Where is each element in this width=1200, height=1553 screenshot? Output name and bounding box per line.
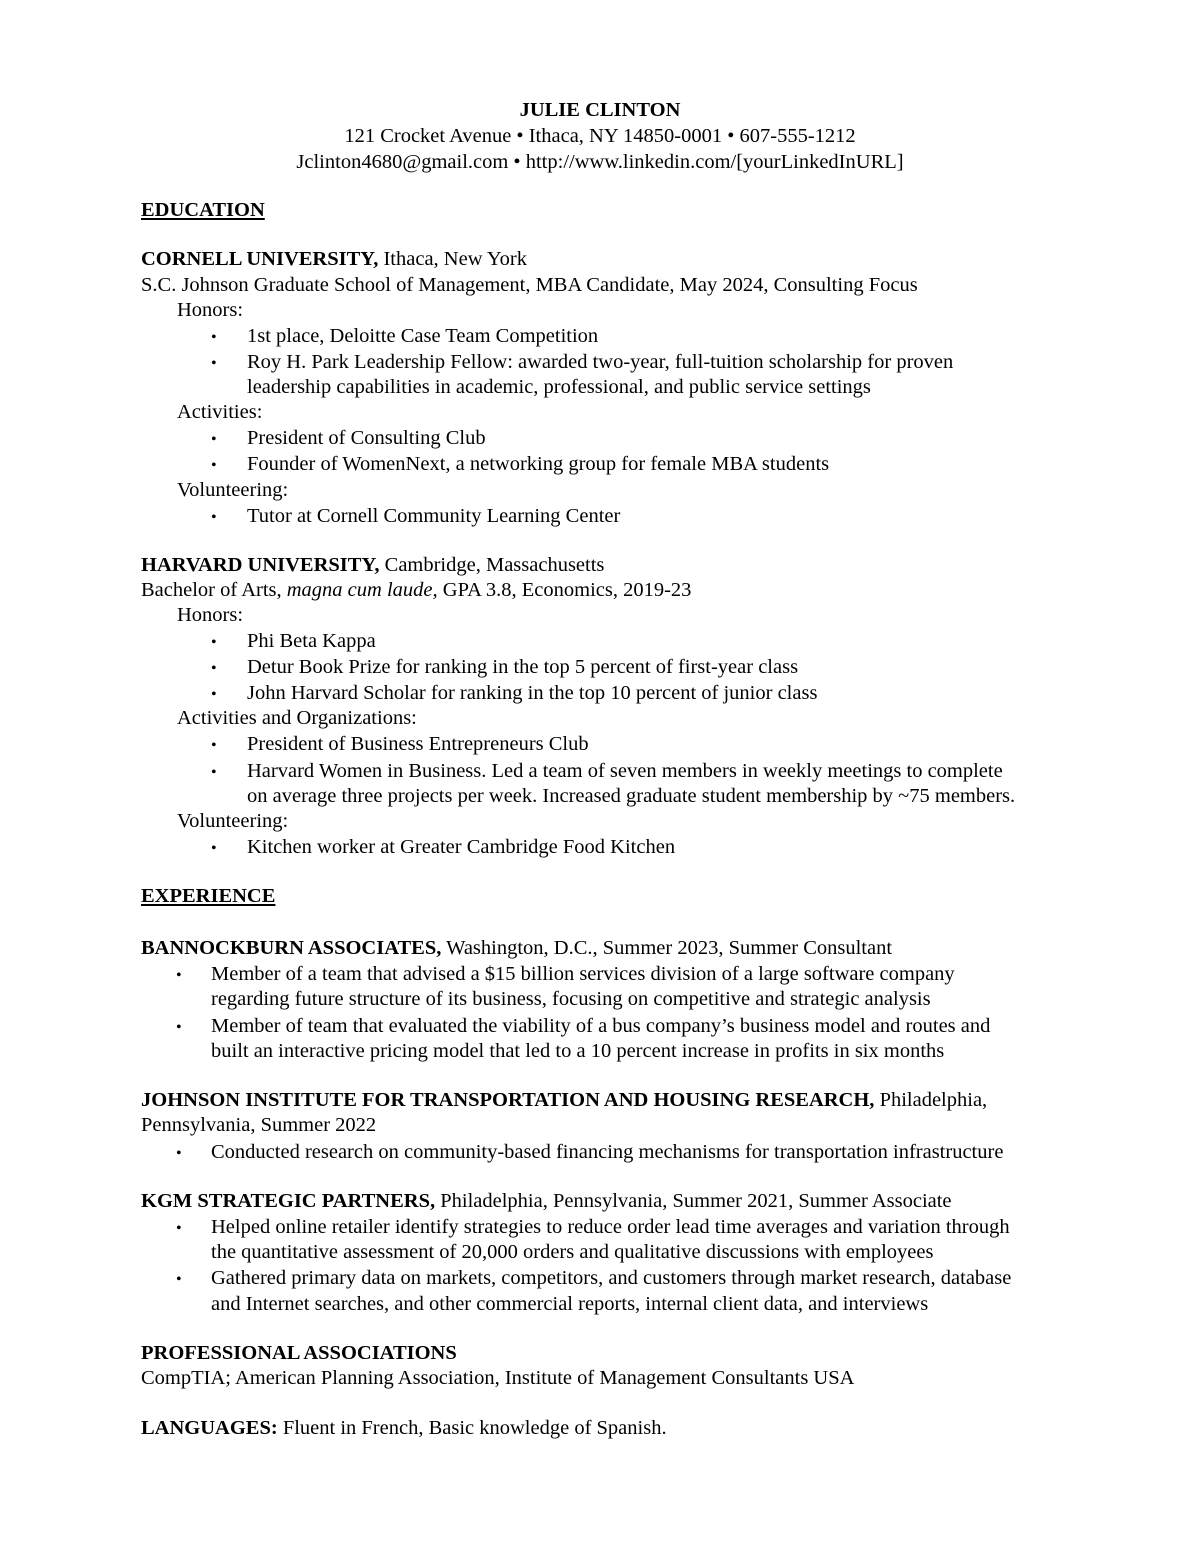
bullet-icon: • [211, 840, 217, 857]
list-item: President of Business Entrepreneurs Club [247, 733, 589, 755]
cornell-name: CORNELL UNIVERSITY, [141, 248, 379, 270]
list-item-continuation: built an interactive pricing model that led to a 10 percent increase in profits in six months [211, 1040, 945, 1062]
resume-header [0, 97, 1200, 175]
cornell-location: Ithaca, New York [378, 248, 527, 270]
bullet-icon: • [211, 431, 217, 448]
bullet-icon: • [176, 1271, 182, 1288]
list-item: Kitchen worker at Greater Cambridge Food Kitchen [247, 836, 676, 858]
harvard-volunteering-label: Volunteering: [177, 810, 289, 832]
candidate-name: JULIE CLINTON [519, 99, 681, 121]
harvard-location: Cambridge, Massachusetts [379, 554, 605, 576]
harvard-honors-label: Honors: [177, 604, 244, 626]
employer-details-continued: Pennsylvania, Summer 2022 [141, 1114, 377, 1136]
degree-details: GPA 3.8, Economics, 2019-23 [437, 579, 692, 601]
bullet-icon: • [211, 660, 217, 677]
languages-label: LANGUAGES: [141, 1417, 278, 1439]
list-item: President of Consulting Club [247, 427, 486, 449]
bullet-icon: • [211, 634, 217, 651]
education-heading: EDUCATION [141, 199, 265, 221]
address-line: 121 Crocket Avenue • Ithaca, NY 14850-0001 • 607-555-1212 [344, 125, 856, 147]
bullet-icon: • [211, 457, 217, 474]
cornell-program: S.C. Johnson Graduate School of Management, MBA Candidate, May 2024, Consulting Focus [141, 274, 918, 296]
bullet-icon: • [211, 355, 217, 372]
kgm-heading [141, 1189, 952, 1215]
list-item: Member of a team that advised a $15 billion services division of a large software company [211, 963, 955, 985]
bullet-icon: • [211, 509, 217, 526]
list-item: 1st place, Deloitte Case Team Competition [247, 325, 599, 347]
bullet-icon: • [176, 1220, 182, 1237]
harvard-activities-label: Activities and Organizations: [177, 707, 417, 729]
cornell-honors-label: Honors: [177, 299, 244, 321]
bullet-icon: • [176, 1019, 182, 1036]
cornell-activities-label: Activities: [177, 401, 263, 423]
list-item: Harvard Women in Business. Led a team of seven members in weekly meetings to complete [247, 760, 1003, 782]
bullet-icon: • [176, 1145, 182, 1162]
employer-name: BANNOCKBURN ASSOCIATES, [141, 937, 442, 959]
list-item: Helped online retailer identify strategies to reduce order lead time averages and variation through [211, 1216, 1010, 1238]
list-item: Roy H. Park Leadership Fellow: awarded two-year, full-tuition scholarship for proven [247, 351, 954, 373]
bullet-icon: • [176, 967, 182, 984]
associations-text: CompTIA; American Planning Association, Institute of Management Consultants USA [141, 1367, 855, 1389]
list-item-continuation: regarding future structure of its business, focusing on competitive and strategic analysis [211, 988, 931, 1010]
list-item: Member of team that evaluated the viability of a bus company’s business model and routes and [211, 1015, 991, 1037]
list-item-continuation: the quantitative assessment of 20,000 orders and qualitative discussions with employees [211, 1241, 934, 1263]
employer-details: Washington, D.C., Summer 2023, Summer Consultant [441, 937, 893, 959]
cornell-volunteering-label: Volunteering: [177, 479, 289, 501]
list-item-continuation: and Internet searches, and other commercial reports, internal client data, and interviews [211, 1293, 929, 1315]
bullet-icon: • [211, 764, 217, 781]
harvard-degree [141, 578, 691, 604]
list-item: Phi Beta Kappa [247, 630, 376, 652]
list-item-continuation: leadership capabilities in academic, professional, and public service settings [247, 376, 871, 398]
bullet-icon: • [211, 686, 217, 703]
harvard-name: HARVARD UNIVERSITY, [141, 554, 380, 576]
harvard-heading [141, 553, 604, 579]
employer-details: Philadelphia, [874, 1089, 988, 1111]
bannockburn-heading [141, 936, 892, 962]
cornell-heading [141, 247, 527, 273]
associations-heading: PROFESSIONAL ASSOCIATIONS [141, 1342, 457, 1364]
employer-name: KGM STRATEGIC PARTNERS, [141, 1190, 436, 1212]
bullet-icon: • [211, 737, 217, 754]
degree-honor: magna cum laude, [286, 579, 438, 601]
languages-text: Fluent in French, Basic knowledge of Spanish. [277, 1417, 667, 1439]
list-item-continuation: on average three projects per week. Increased graduate student membership by ~75 members. [247, 785, 1016, 807]
employer-details: Philadelphia, Pennsylvania, Summer 2021, Summer Associate [435, 1190, 952, 1212]
johnson-heading [141, 1088, 987, 1114]
bullet-icon: • [211, 329, 217, 346]
degree-text: Bachelor of Arts, [141, 579, 287, 601]
languages-line [141, 1416, 667, 1442]
employer-name: JOHNSON INSTITUTE FOR TRANSPORTATION AND HOUSING RESEARCH, [141, 1089, 875, 1111]
list-item: Founder of WomenNext, a networking group for female MBA students [247, 453, 830, 475]
experience-heading: EXPERIENCE [141, 885, 276, 907]
list-item: John Harvard Scholar for ranking in the top 10 percent of junior class [247, 682, 818, 704]
list-item: Conducted research on community-based financing mechanisms for transportation infrastructure [211, 1141, 1004, 1163]
list-item: Tutor at Cornell Community Learning Center [247, 505, 621, 527]
contact-line: Jclinton4680@gmail.com • http://www.linkedin.com/[yourLinkedInURL] [296, 151, 904, 173]
list-item: Gathered primary data on markets, competitors, and customers through market research, database [211, 1267, 1012, 1289]
list-item: Detur Book Prize for ranking in the top 5 percent of first-year class [247, 656, 799, 678]
